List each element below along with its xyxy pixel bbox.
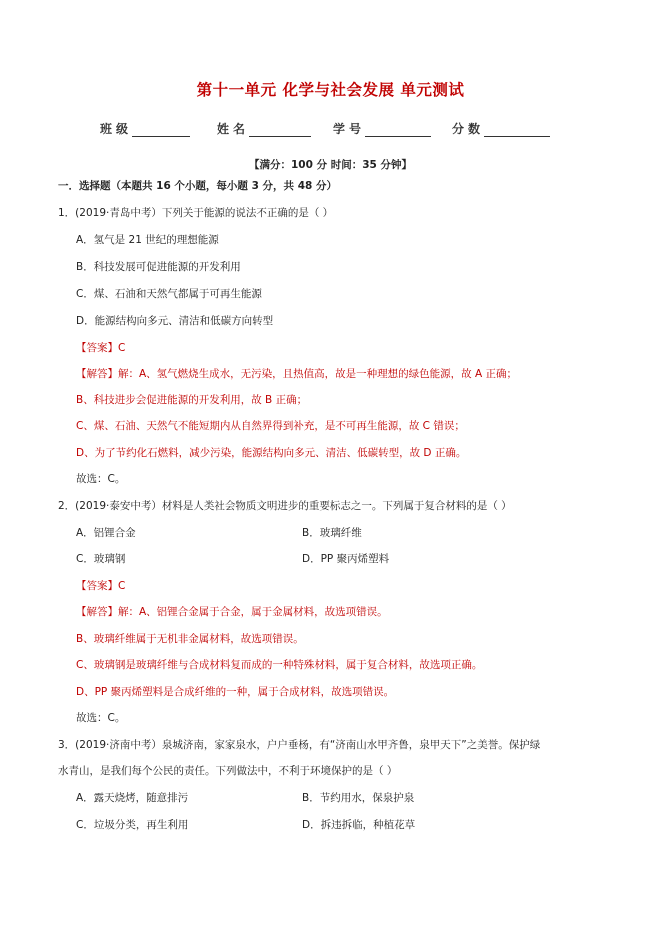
q1-stem: 1．(2019·青岛中考）下列关于能源的说法不正确的是（ ） — [58, 207, 334, 219]
q2-answer: 【答案】C — [76, 580, 126, 592]
score-field — [452, 120, 550, 137]
q1-option-d: D．能源结构向多元、清洁和低碳方向转型 — [76, 315, 274, 327]
q1-option-c: C．煤、石油和天然气都属于可再生能源 — [76, 288, 262, 300]
q1-analysis-line: D、为了节约化石燃料，减少污染，能源结构向多元、清洁、低碳转型，故 D 正确。 — [76, 447, 467, 459]
student-info-row — [100, 120, 570, 138]
score-blank[interactable] — [484, 123, 550, 137]
q2-option-a: A．铝锂合金 — [76, 527, 136, 539]
q1-answer: 【答案】C — [76, 342, 126, 354]
q1-analysis-line: B、科技进步会促进能源的开发利用，故 B 正确； — [76, 394, 308, 406]
q2-conclusion: 故选：C。 — [76, 712, 126, 724]
q3-stem-line: 水青山，是我们每个公民的责任。下列做法中，不利于环境保护的是（ ） — [58, 765, 398, 777]
number-blank[interactable] — [365, 123, 431, 137]
number-field — [333, 120, 431, 137]
class-blank[interactable] — [132, 123, 190, 137]
q2-analysis-line: C、玻璃钢是玻璃纤维与合成材料复而成的一种特殊材料，属于复合材料，故选项正确。 — [76, 659, 483, 671]
section-heading: 一．选择题（本题共 16 个小题，每小题 3 分，共 48 分） — [58, 180, 337, 192]
q3-option-c: C．垃圾分类，再生利用 — [76, 819, 189, 831]
q2-option-c: C．玻璃钢 — [76, 553, 126, 565]
q3-option-b: B．节约用水，保泉护泉 — [302, 792, 415, 804]
q1-analysis-line: 【解答】解：A、氢气燃烧生成水，无污染，且热值高，故是一种理想的绿色能源，故 A 正确； — [76, 368, 518, 380]
q2-analysis-line: 【解答】解：A、铝锂合金属于合金，属于金属材料，故选项错误。 — [76, 606, 388, 618]
q3-option-a: A．露天烧烤，随意排污 — [76, 792, 189, 804]
q2-option-b: B．玻璃纤维 — [302, 527, 362, 539]
number-label: 学号 — [333, 122, 366, 136]
score-time-info: 【满分：100 分 时间：35 分钟】 — [249, 159, 412, 171]
q1-option-b: B．科技发展可促进能源的开发利用 — [76, 261, 241, 273]
name-field — [217, 120, 311, 137]
q2-analysis-line: B、玻璃纤维属于无机非金属材料，故选项错误。 — [76, 633, 304, 645]
name-blank[interactable] — [249, 123, 311, 137]
class-field — [100, 120, 190, 137]
q3-option-d: D．拆违拆临，种植花草 — [302, 819, 416, 831]
q1-option-a: A．氢气是 21 世纪的理想能源 — [76, 234, 219, 246]
name-label: 姓名 — [217, 122, 250, 136]
class-label: 班级 — [100, 122, 133, 136]
q3-stem-line: 3．(2019·济南中考）泉城济南，家家泉水，户户垂杨，有“济南山水甲齐鲁，泉甲天下”之美誉。保护绿 — [58, 739, 541, 751]
score-label: 分数 — [452, 122, 485, 136]
q2-analysis-line: D、PP 聚丙烯塑料是合成纤维的一种，属于合成材料，故选项错误。 — [76, 686, 395, 698]
q2-stem: 2．(2019·泰安中考）材料是人类社会物质文明进步的重要标志之一。下列属于复合材料的是（ ） — [58, 500, 512, 512]
q1-analysis-line: C、煤、石油、天然气不能短期内从自然界得到补充，是不可再生能源，故 C 错误； — [76, 420, 465, 432]
page-title: 第十一单元 化学与社会发展 单元测试 — [196, 81, 465, 99]
q1-conclusion: 故选：C。 — [76, 473, 126, 485]
q2-option-d: D．PP 聚丙烯塑料 — [302, 553, 390, 565]
